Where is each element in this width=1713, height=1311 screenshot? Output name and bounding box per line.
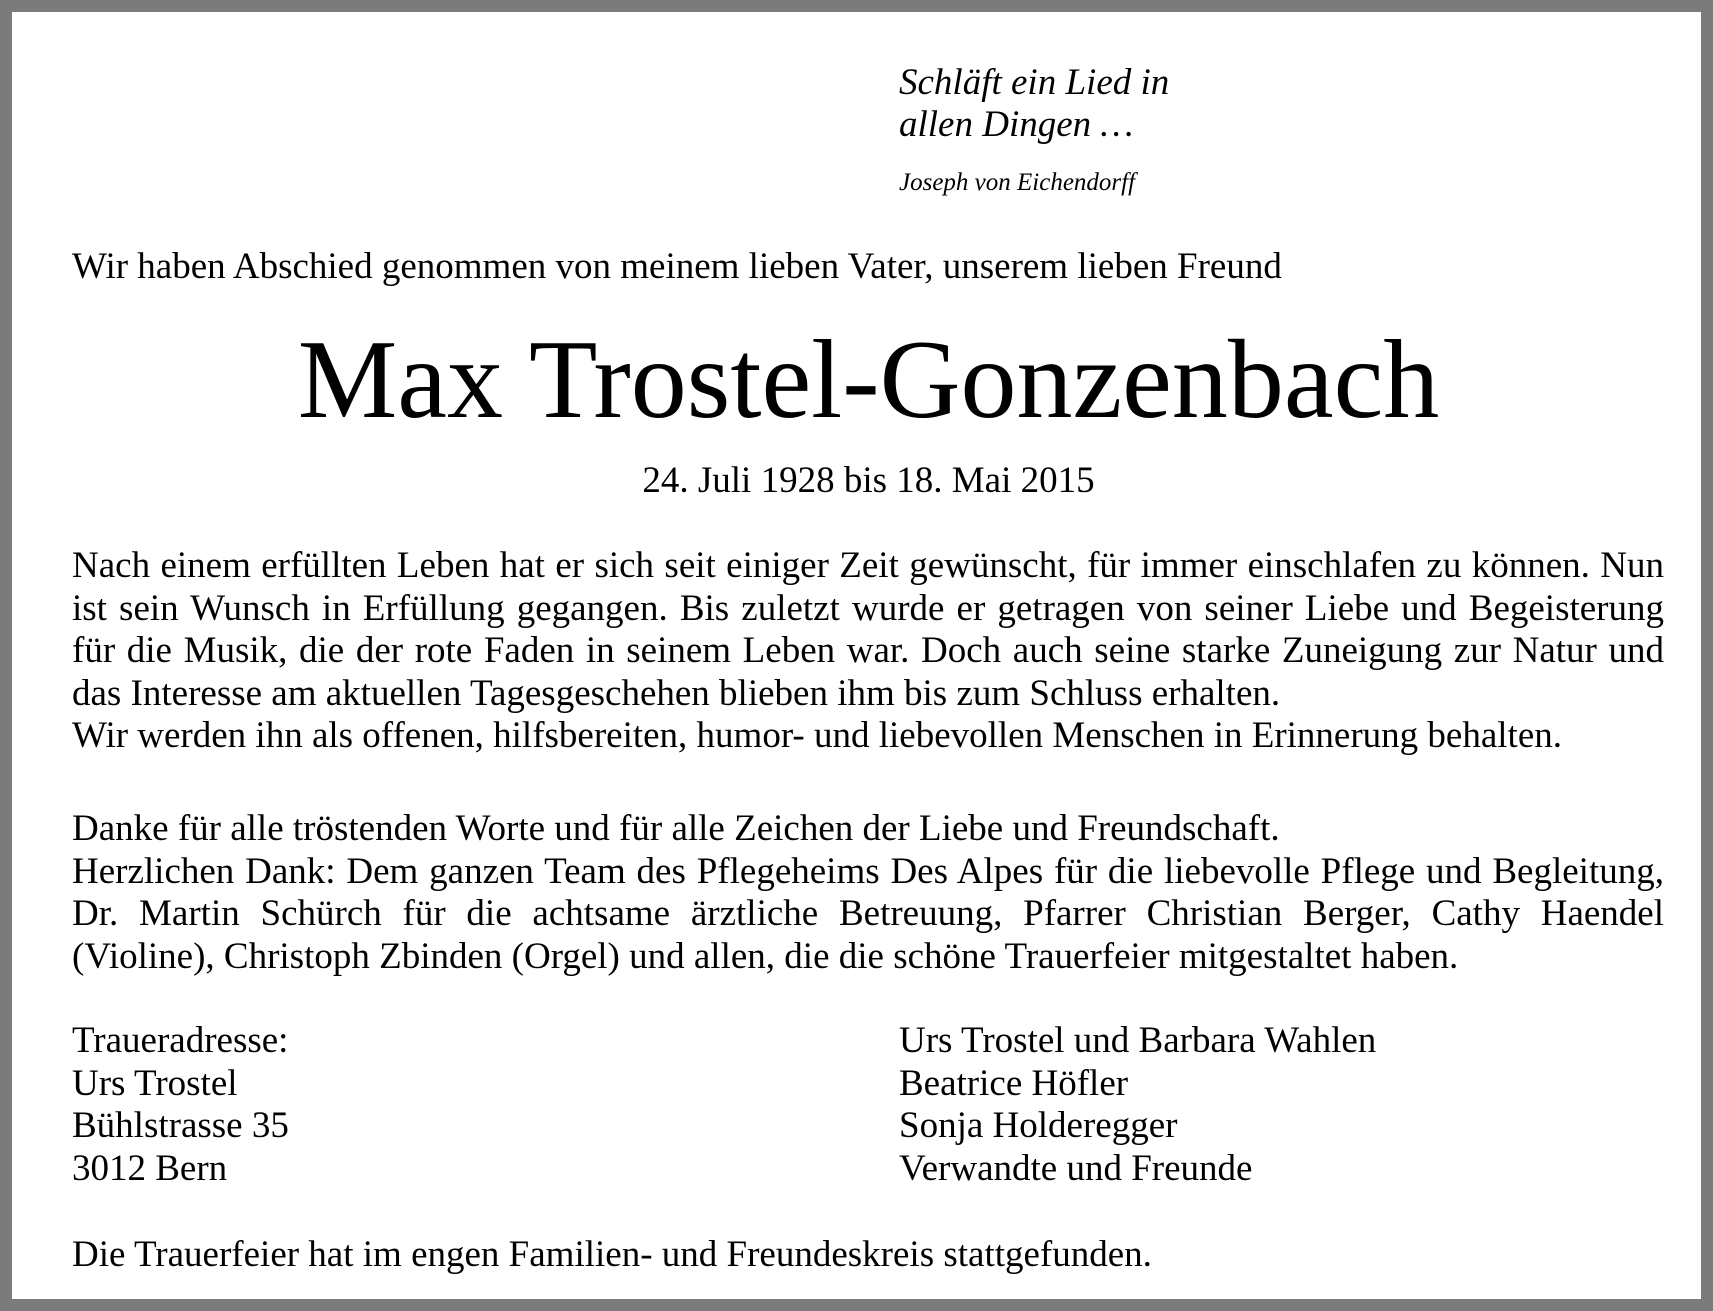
deceased-name: Max Trostel-Gonzenbach (297, 318, 1440, 442)
motto-line: allen Dingen … (899, 104, 1134, 145)
motto-author: Joseph von Eichendorff (899, 169, 1136, 196)
mourner-line: Urs Trostel und Barbara Wahlen (899, 1020, 1377, 1061)
paragraph-text: Danke für alle tröstenden Worte und für alle Zeichen der Liebe und Freundschaft. (72, 808, 1280, 849)
closing-note: Die Trauerfeier hat im engen Familien- und Freundeskreis stattgefunden. (72, 1234, 1152, 1275)
paragraph-text: Herzlichen Dank: Dem ganzen Team des Pflegeheims Des Alpes für die liebevolle Pflege und Begleitung, Dr. Martin Schürch für die achtsame ärztliche Betreuung, Pfarrer Christian Berger, Cathy Haendel (Violine), Christoph Zbinden (Orgel) und allen, die die schöne Trauerfeier mitgestaltet haben. (72, 850, 1664, 977)
intro-text: Wir haben Abschied genommen von meinem lieben Vater, unserem lieben Freund (72, 246, 1282, 287)
mourners-list (899, 1020, 1376, 1190)
address-line: Bühlstrasse 35 (72, 1105, 289, 1146)
paragraph-text: Nach einem erfüllten Leben hat er sich seit einiger Zeit gewünscht, für immer einschlafen zu können. Nun ist sein Wunsch in Erfüllung gegangen. Bis zuletzt wurde er getragen von seiner Liebe und Begeisterung für die Musik, die der rote Faden in seinem Leben war. Doch auch seine starke Zuneigung zur Natur und das Interesse am aktuellen Tagesgeschehen blieben ihm bis zum Schluss erhalten. (72, 545, 1664, 714)
paragraph-life (72, 545, 1664, 758)
motto-quote (899, 62, 1169, 146)
mourner-line: Sonja Holderegger (899, 1105, 1178, 1146)
mourner-line: Verwandte und Freunde (899, 1147, 1253, 1189)
address-line: 3012 Bern (72, 1147, 228, 1189)
motto-line: Schläft ein Lied in (899, 62, 1170, 103)
life-dates: 24. Juli 1928 bis 18. Mai 2015 (642, 460, 1095, 501)
paragraph-text: Wir werden ihn als offenen, hilfsbereiten, humor- und liebevollen Menschen in Erinnerung behalten. (72, 715, 1562, 756)
paragraph-thanks (72, 808, 1664, 978)
address-line: Traueradresse: (72, 1020, 289, 1061)
mourner-line: Beatrice Höfler (899, 1062, 1129, 1104)
address-line: Urs Trostel (72, 1062, 238, 1104)
mourning-address (72, 1020, 289, 1190)
